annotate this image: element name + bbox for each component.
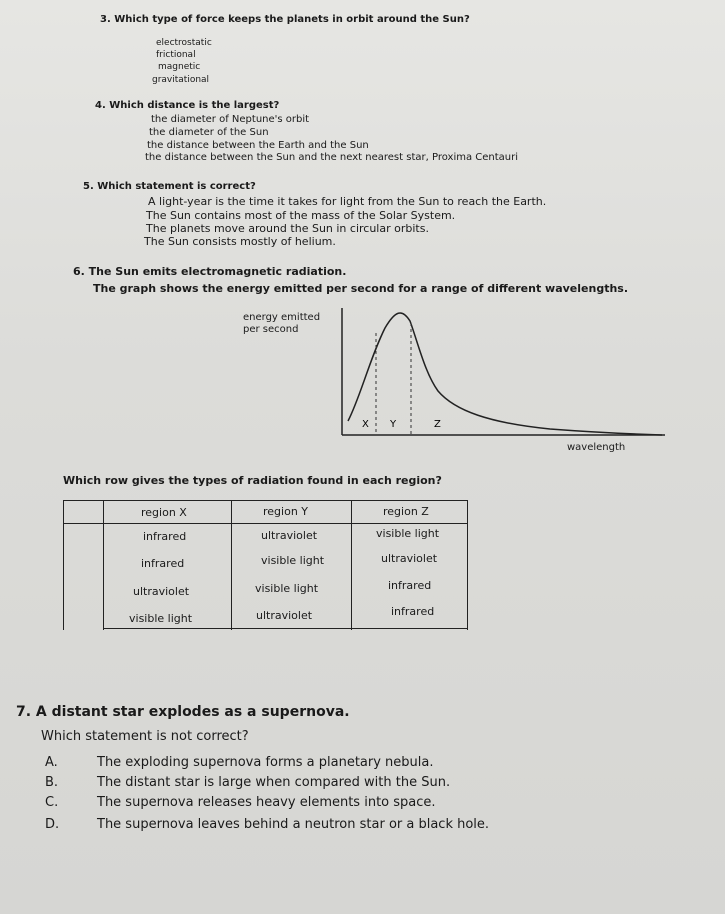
q3-option: electrostatic [156, 38, 212, 48]
q7-option-letter: A. [45, 755, 58, 770]
graph-xlabel: wavelength [567, 442, 626, 453]
table-cell: visible light [255, 582, 319, 595]
q4-question: 4. Which distance is the largest? [95, 100, 280, 111]
table-cell: visible light [376, 527, 440, 540]
answer-table [63, 500, 468, 630]
q6-graph-text: The graph shows the energy emitted per second for a range of different wavelengths. [93, 282, 629, 295]
q3-question: 3. Which type of force keeps the planets in orbit around the Sun? [100, 14, 470, 25]
q4-option: the diameter of the Sun [149, 127, 269, 138]
q4-option: the distance between the Sun and the next nearest star, Proxima Centauri [145, 152, 519, 163]
q3-option: gravitational [152, 75, 210, 85]
q6-question: Which row gives the types of radiation found in each region? [63, 474, 442, 487]
table-header: region Y [263, 505, 309, 518]
q7-option-letter: D. [45, 817, 60, 832]
table-cell: infrared [141, 557, 185, 570]
q4-option: the diameter of Neptune's orbit [151, 114, 310, 125]
q7-option-letter: B. [45, 775, 59, 790]
region-y-label: Y [390, 419, 397, 430]
q7-option-text: The supernova leaves behind a neutron star or a black hole. [97, 817, 490, 832]
q5-option: The Sun contains most of the mass of the Solar System. [146, 209, 456, 222]
q3-option: frictional [156, 50, 196, 60]
q3-option: magnetic [158, 62, 201, 72]
table-header: region X [141, 506, 187, 519]
q5-option: The Sun consists mostly of helium. [144, 235, 336, 248]
table-cell: ultraviolet [261, 529, 318, 542]
table-cell: ultraviolet [381, 552, 438, 565]
q7-option-text: The exploding supernova forms a planetary nebula. [97, 755, 434, 770]
q4-option: the distance between the Earth and the Sun [147, 140, 369, 151]
table-cell: infrared [388, 579, 432, 592]
table-cell: infrared [391, 605, 435, 618]
q5-option: A light-year is the time it takes for light from the Sun to reach the Earth. [148, 195, 547, 208]
q7-intro: 7. A distant star explodes as a supernova. [16, 704, 350, 720]
q6-intro: 6. The Sun emits electromagnetic radiation. [73, 265, 347, 278]
table-cell: visible light [261, 554, 325, 567]
table-cell: ultraviolet [133, 585, 190, 598]
q7-option-text: The distant star is large when compared with the Sun. [97, 775, 451, 790]
table-header: region Z [383, 505, 429, 518]
graph-ylabel-line2: per second [243, 324, 299, 335]
spectrum-graph [340, 303, 670, 448]
region-x-label: X [362, 419, 369, 430]
q5-question: 5. Which statement is correct? [83, 181, 256, 192]
table-cell: ultraviolet [256, 609, 313, 622]
q7-option-letter: C. [45, 795, 59, 810]
graph-ylabel-line1: energy emitted [243, 312, 321, 323]
table-cell: visible light [129, 612, 193, 625]
energy-curve [348, 313, 662, 435]
q5-option: The planets move around the Sun in circular orbits. [146, 222, 429, 235]
q7-option-text: The supernova releases heavy elements into space. [97, 795, 436, 810]
region-z-label: Z [434, 419, 441, 430]
table-cell: infrared [143, 530, 187, 543]
q7-question: Which statement is not correct? [41, 729, 249, 744]
